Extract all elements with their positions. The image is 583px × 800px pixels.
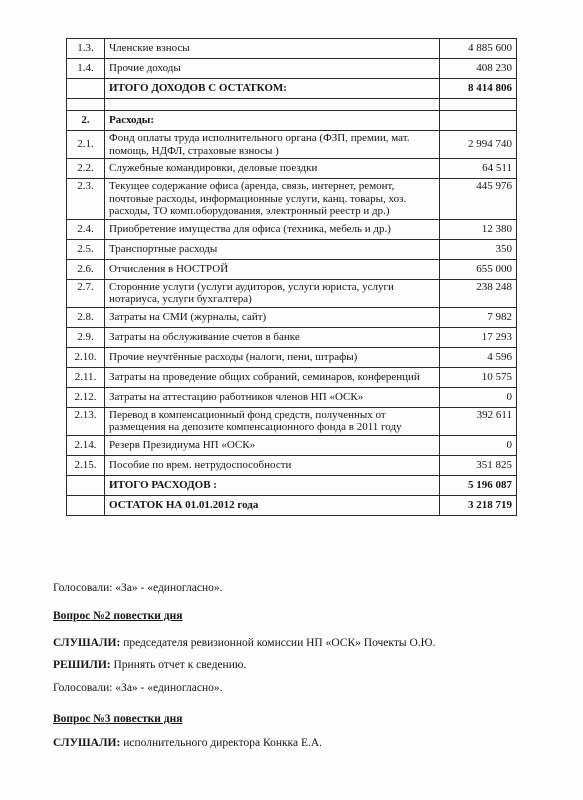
row-amount: 2 994 740 — [440, 131, 517, 159]
row-number: 2.13. — [67, 407, 105, 435]
row-number — [67, 99, 105, 111]
row-amount: 238 248 — [440, 279, 517, 307]
table-row — [67, 435, 517, 455]
table-row — [67, 475, 517, 495]
row-description: Приобретение имущества для офиса (техника, мебель и др.) — [105, 219, 440, 239]
vote-result-1: Голосовали: «За» - «единогласно». — [53, 582, 223, 594]
row-number: 2.5. — [67, 239, 105, 259]
row-description: ИТОГО ДОХОДОВ С ОСТАТКОМ: — [105, 79, 440, 99]
row-number: 2.9. — [67, 327, 105, 347]
table-row — [67, 455, 517, 475]
q2-decided — [53, 659, 246, 671]
table-row — [67, 407, 517, 435]
row-number: 2.1. — [67, 131, 105, 159]
row-number: 2.11. — [67, 367, 105, 387]
row-amount: 392 611 — [440, 407, 517, 435]
row-description: Прочие неучтённые расходы (налоги, пени, штрафы) — [105, 347, 440, 367]
table-row — [67, 279, 517, 307]
row-description: Затраты на обслуживание счетов в банке — [105, 327, 440, 347]
table-row — [67, 59, 517, 79]
q2-heard-label: СЛУШАЛИ: — [53, 637, 121, 649]
table-row — [67, 111, 517, 131]
table-row — [67, 387, 517, 407]
row-number: 2.10. — [67, 347, 105, 367]
q2-heard-text: председателя ревизионной комиссии НП «ОСК» Почекты О.Ю. — [120, 637, 436, 649]
row-amount: 4 885 600 — [440, 39, 517, 59]
table-row — [67, 39, 517, 59]
q2-heard — [53, 637, 435, 649]
table-row — [67, 367, 517, 387]
table-row — [67, 259, 517, 279]
row-amount — [440, 111, 517, 131]
table-row — [67, 79, 517, 99]
agenda-question-3-heading: Вопрос №3 повестки дня — [53, 713, 183, 725]
row-number: 2.14. — [67, 435, 105, 455]
row-number — [67, 495, 105, 515]
row-amount: 5 196 087 — [440, 475, 517, 495]
row-amount: 7 982 — [440, 307, 517, 327]
row-amount: 0 — [440, 387, 517, 407]
table-row — [67, 347, 517, 367]
table-row — [67, 99, 517, 111]
row-description: Перевод в компенсационный фонд средств, полученных от размещения на депозите компенсационного фонда в 2011 году — [105, 407, 440, 435]
row-description: Расходы: — [105, 111, 440, 131]
row-description: Сторонние услуги (услуги аудиторов, услуги юриста, услуги нотариуса, услуги бухгалтера) — [105, 279, 440, 307]
table-row — [67, 239, 517, 259]
row-number: 2.7. — [67, 279, 105, 307]
row-amount: 351 825 — [440, 455, 517, 475]
row-number: 2.3. — [67, 179, 105, 220]
q3-heard-text: исполнительного директора Конкка Е.А. — [120, 737, 323, 749]
row-description: Пособие по врем. нетрудоспособности — [105, 455, 440, 475]
row-amount — [440, 99, 517, 111]
q3-heard — [53, 737, 322, 749]
financial-report-table — [66, 38, 517, 516]
q2-decided-label: РЕШИЛИ: — [53, 659, 111, 671]
row-number: 1.4. — [67, 59, 105, 79]
row-amount: 0 — [440, 435, 517, 455]
row-number: 2.15. — [67, 455, 105, 475]
row-amount: 408 230 — [440, 59, 517, 79]
row-description: Затраты на аттестацию работников членов НП «ОСК» — [105, 387, 440, 407]
row-description: ОСТАТОК НА 01.01.2012 года — [105, 495, 440, 515]
row-amount: 655 000 — [440, 259, 517, 279]
row-number: 1.3. — [67, 39, 105, 59]
row-description: Членские взносы — [105, 39, 440, 59]
table-row — [67, 159, 517, 179]
row-description: Текущее содержание офиса (аренда, связь, интернет, ремонт, почтовые расходы, информационные услуги, канц. товары, хоз. расходы, ТО комп.оборудования, электронный реестр и др.) — [105, 179, 440, 220]
row-description: Отчисления в НОСТРОЙ — [105, 259, 440, 279]
row-description: Фонд оплаты труда исполнительного органа (ФЗП, премии, мат. помощь, НДФЛ, страховые взносы ) — [105, 131, 440, 159]
q3-heard-label: СЛУШАЛИ: — [53, 737, 121, 749]
row-number — [67, 79, 105, 99]
row-amount: 350 — [440, 239, 517, 259]
row-amount: 12 380 — [440, 219, 517, 239]
row-amount: 445 976 — [440, 179, 517, 220]
row-number: 2.4. — [67, 219, 105, 239]
row-number: 2.6. — [67, 259, 105, 279]
row-description: Затраты на СМИ (журналы, сайт) — [105, 307, 440, 327]
row-amount: 64 511 — [440, 159, 517, 179]
q2-decided-text: Принять отчет к сведению. — [110, 659, 247, 671]
row-description: ИТОГО РАСХОДОВ : — [105, 475, 440, 495]
row-number: 2. — [67, 111, 105, 131]
row-number: 2.2. — [67, 159, 105, 179]
vote-result-2: Голосовали: «За» - «единогласно». — [53, 682, 223, 694]
row-description: Затраты на проведение общих собраний, семинаров, конференций — [105, 367, 440, 387]
table-row — [67, 307, 517, 327]
row-amount: 3 218 719 — [440, 495, 517, 515]
row-description — [105, 99, 440, 111]
row-amount: 10 575 — [440, 367, 517, 387]
row-amount: 4 596 — [440, 347, 517, 367]
table-row — [67, 131, 517, 159]
table-row — [67, 219, 517, 239]
row-description: Служебные командировки, деловые поездки — [105, 159, 440, 179]
row-description: Прочие доходы — [105, 59, 440, 79]
row-description: Транспортные расходы — [105, 239, 440, 259]
row-amount: 17 293 — [440, 327, 517, 347]
row-number: 2.8. — [67, 307, 105, 327]
row-description: Резерв Президиума НП «ОСК» — [105, 435, 440, 455]
table-row — [67, 495, 517, 515]
table-row — [67, 327, 517, 347]
row-amount: 8 414 806 — [440, 79, 517, 99]
table-row — [67, 179, 517, 220]
row-number — [67, 475, 105, 495]
agenda-question-2-heading: Вопрос №2 повестки дня — [53, 610, 183, 622]
row-number: 2.12. — [67, 387, 105, 407]
